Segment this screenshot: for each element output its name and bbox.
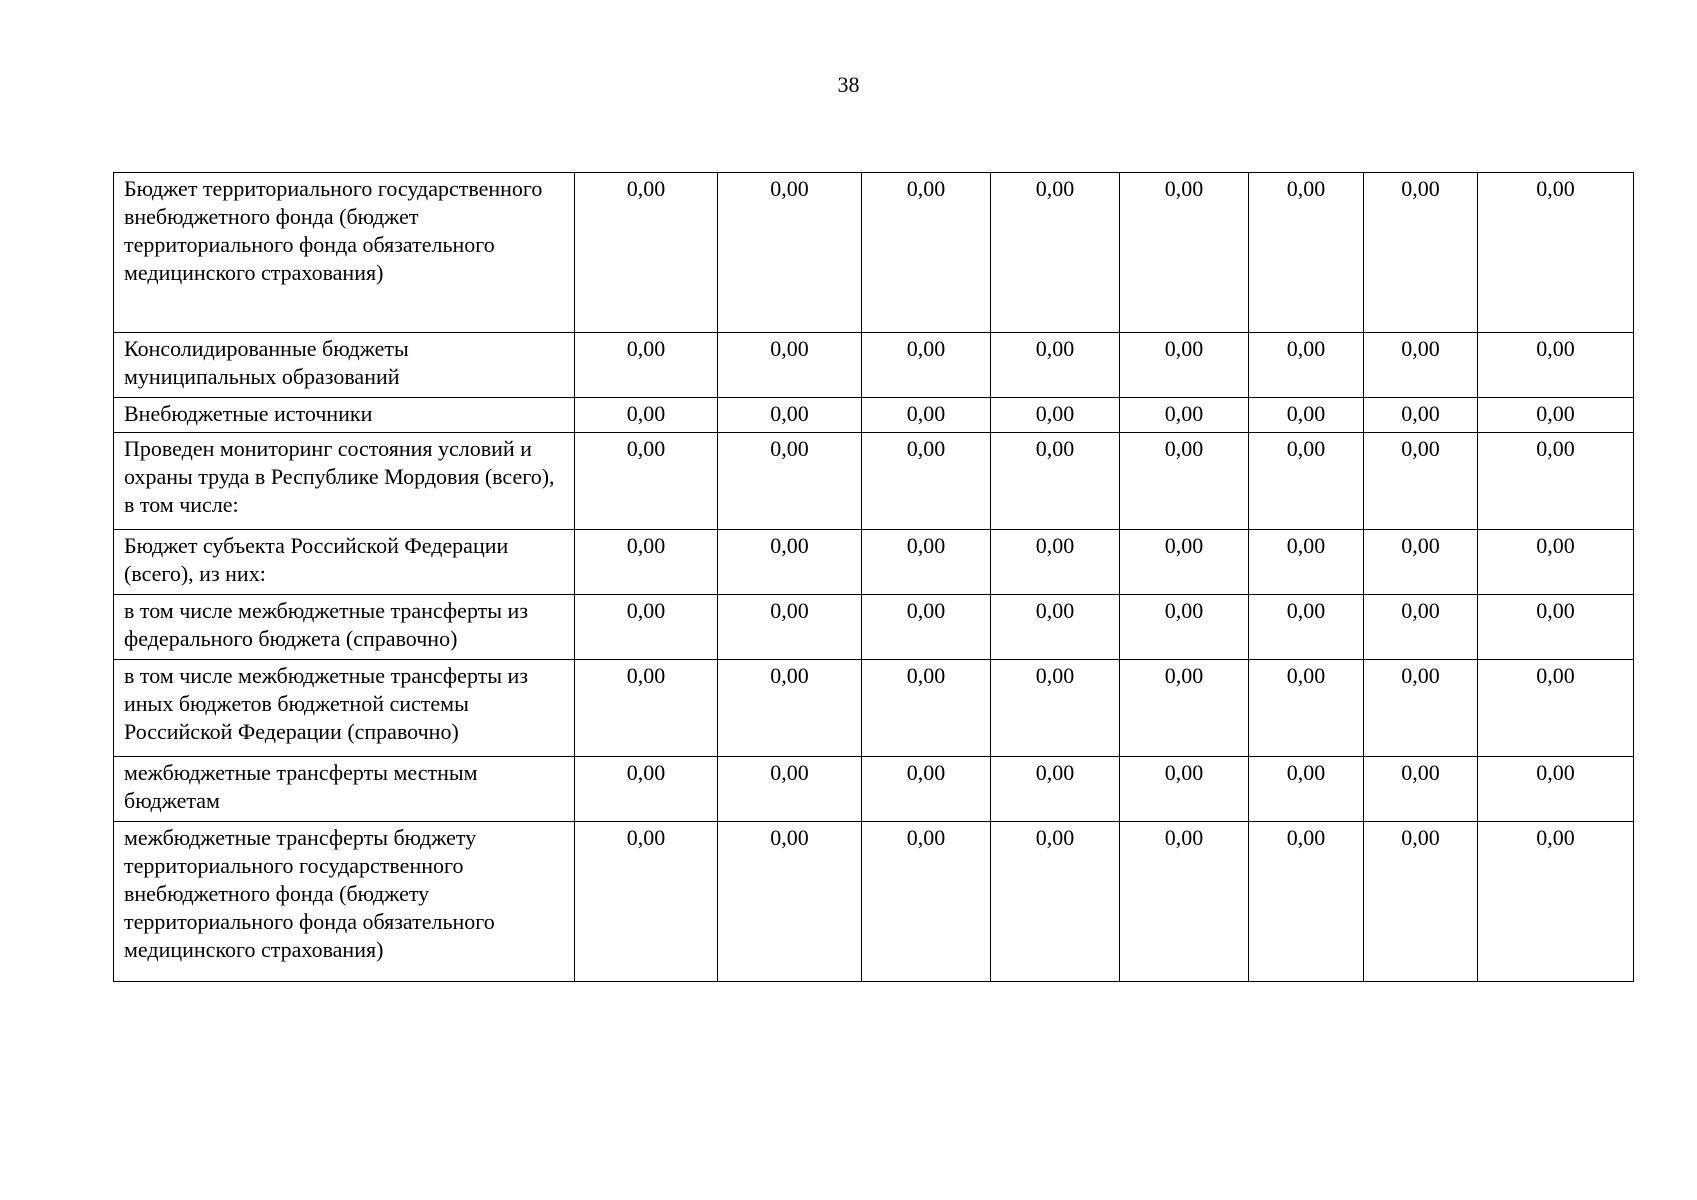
value-cell: 0,00 (1120, 660, 1249, 757)
value-cell: 0,00 (1120, 333, 1249, 398)
value-cell: 0,00 (1120, 173, 1249, 333)
value-cell: 0,00 (1364, 660, 1478, 757)
value-cell: 0,00 (1478, 333, 1634, 398)
budget-table (113, 172, 1634, 982)
row-label: Консолидированные бюджеты муниципальных образований (114, 333, 575, 398)
value-cell: 0,00 (1478, 757, 1634, 822)
value-cell: 0,00 (1249, 173, 1364, 333)
value-cell: 0,00 (575, 595, 718, 660)
value-cell: 0,00 (1364, 333, 1478, 398)
value-cell: 0,00 (575, 433, 718, 530)
value-cell: 0,00 (1478, 595, 1634, 660)
row-label: в том числе межбюджетные трансферты из иных бюджетов бюджетной системы Российской Федерации (справочно) (114, 660, 575, 757)
value-cell: 0,00 (1120, 595, 1249, 660)
row-label: в том числе межбюджетные трансферты из федерального бюджета (справочно) (114, 595, 575, 660)
table-row (114, 660, 1634, 757)
value-cell: 0,00 (991, 398, 1120, 433)
value-cell: 0,00 (1249, 595, 1364, 660)
value-cell: 0,00 (1120, 822, 1249, 982)
row-label: межбюджетные трансферты бюджету территориального государственного внебюджетного фонда (бюджету территориального фонда обязательного медицинского страхования) (114, 822, 575, 982)
table-row (114, 173, 1634, 333)
value-cell: 0,00 (991, 333, 1120, 398)
value-cell: 0,00 (718, 822, 862, 982)
value-cell: 0,00 (862, 398, 991, 433)
value-cell: 0,00 (575, 530, 718, 595)
row-label: Бюджет территориального государственного внебюджетного фонда (бюджет территориального фонда обязательного медицинского страхования) (114, 173, 575, 333)
value-cell: 0,00 (1364, 433, 1478, 530)
table-row (114, 333, 1634, 398)
table-body (114, 173, 1634, 982)
value-cell: 0,00 (1364, 398, 1478, 433)
page-number: 38 (837, 72, 860, 97)
value-cell: 0,00 (862, 595, 991, 660)
value-cell: 0,00 (991, 595, 1120, 660)
row-label: Внебюджетные источники (114, 398, 575, 433)
value-cell: 0,00 (718, 398, 862, 433)
value-cell: 0,00 (991, 433, 1120, 530)
row-label: межбюджетные трансферты местным бюджетам (114, 757, 575, 822)
value-cell: 0,00 (862, 530, 991, 595)
value-cell: 0,00 (718, 173, 862, 333)
value-cell: 0,00 (718, 333, 862, 398)
value-cell: 0,00 (575, 822, 718, 982)
row-label: Проведен мониторинг состояния условий и охраны труда в Республике Мордовия (всего), в том числе: (114, 433, 575, 530)
value-cell: 0,00 (575, 398, 718, 433)
value-cell: 0,00 (1120, 398, 1249, 433)
value-cell: 0,00 (991, 530, 1120, 595)
value-cell: 0,00 (1249, 530, 1364, 595)
row-label: Бюджет субъекта Российской Федерации (всего), из них: (114, 530, 575, 595)
value-cell: 0,00 (718, 660, 862, 757)
value-cell: 0,00 (1364, 173, 1478, 333)
value-cell: 0,00 (1478, 660, 1634, 757)
value-cell: 0,00 (862, 173, 991, 333)
value-cell: 0,00 (991, 660, 1120, 757)
value-cell: 0,00 (575, 757, 718, 822)
value-cell: 0,00 (1249, 822, 1364, 982)
value-cell: 0,00 (718, 433, 862, 530)
value-cell: 0,00 (1364, 530, 1478, 595)
value-cell: 0,00 (575, 173, 718, 333)
value-cell: 0,00 (862, 660, 991, 757)
value-cell: 0,00 (862, 757, 991, 822)
value-cell: 0,00 (575, 660, 718, 757)
value-cell: 0,00 (1249, 660, 1364, 757)
value-cell: 0,00 (1478, 530, 1634, 595)
table-row (114, 433, 1634, 530)
value-cell: 0,00 (862, 433, 991, 530)
table-row (114, 595, 1634, 660)
value-cell: 0,00 (718, 757, 862, 822)
table-row (114, 757, 1634, 822)
value-cell: 0,00 (575, 333, 718, 398)
value-cell: 0,00 (1364, 595, 1478, 660)
table-row (114, 530, 1634, 595)
table-row (114, 398, 1634, 433)
value-cell: 0,00 (718, 595, 862, 660)
value-cell: 0,00 (1478, 822, 1634, 982)
value-cell: 0,00 (1478, 173, 1634, 333)
value-cell: 0,00 (1364, 757, 1478, 822)
value-cell: 0,00 (1478, 433, 1634, 530)
value-cell: 0,00 (862, 822, 991, 982)
value-cell: 0,00 (1478, 398, 1634, 433)
table-row (114, 822, 1634, 982)
value-cell: 0,00 (1249, 433, 1364, 530)
value-cell: 0,00 (1364, 822, 1478, 982)
value-cell: 0,00 (1249, 757, 1364, 822)
value-cell: 0,00 (1249, 333, 1364, 398)
value-cell: 0,00 (1249, 398, 1364, 433)
value-cell: 0,00 (991, 173, 1120, 333)
value-cell: 0,00 (1120, 433, 1249, 530)
value-cell: 0,00 (1120, 757, 1249, 822)
value-cell: 0,00 (718, 530, 862, 595)
value-cell: 0,00 (991, 757, 1120, 822)
value-cell: 0,00 (862, 333, 991, 398)
value-cell: 0,00 (1120, 530, 1249, 595)
value-cell: 0,00 (991, 822, 1120, 982)
